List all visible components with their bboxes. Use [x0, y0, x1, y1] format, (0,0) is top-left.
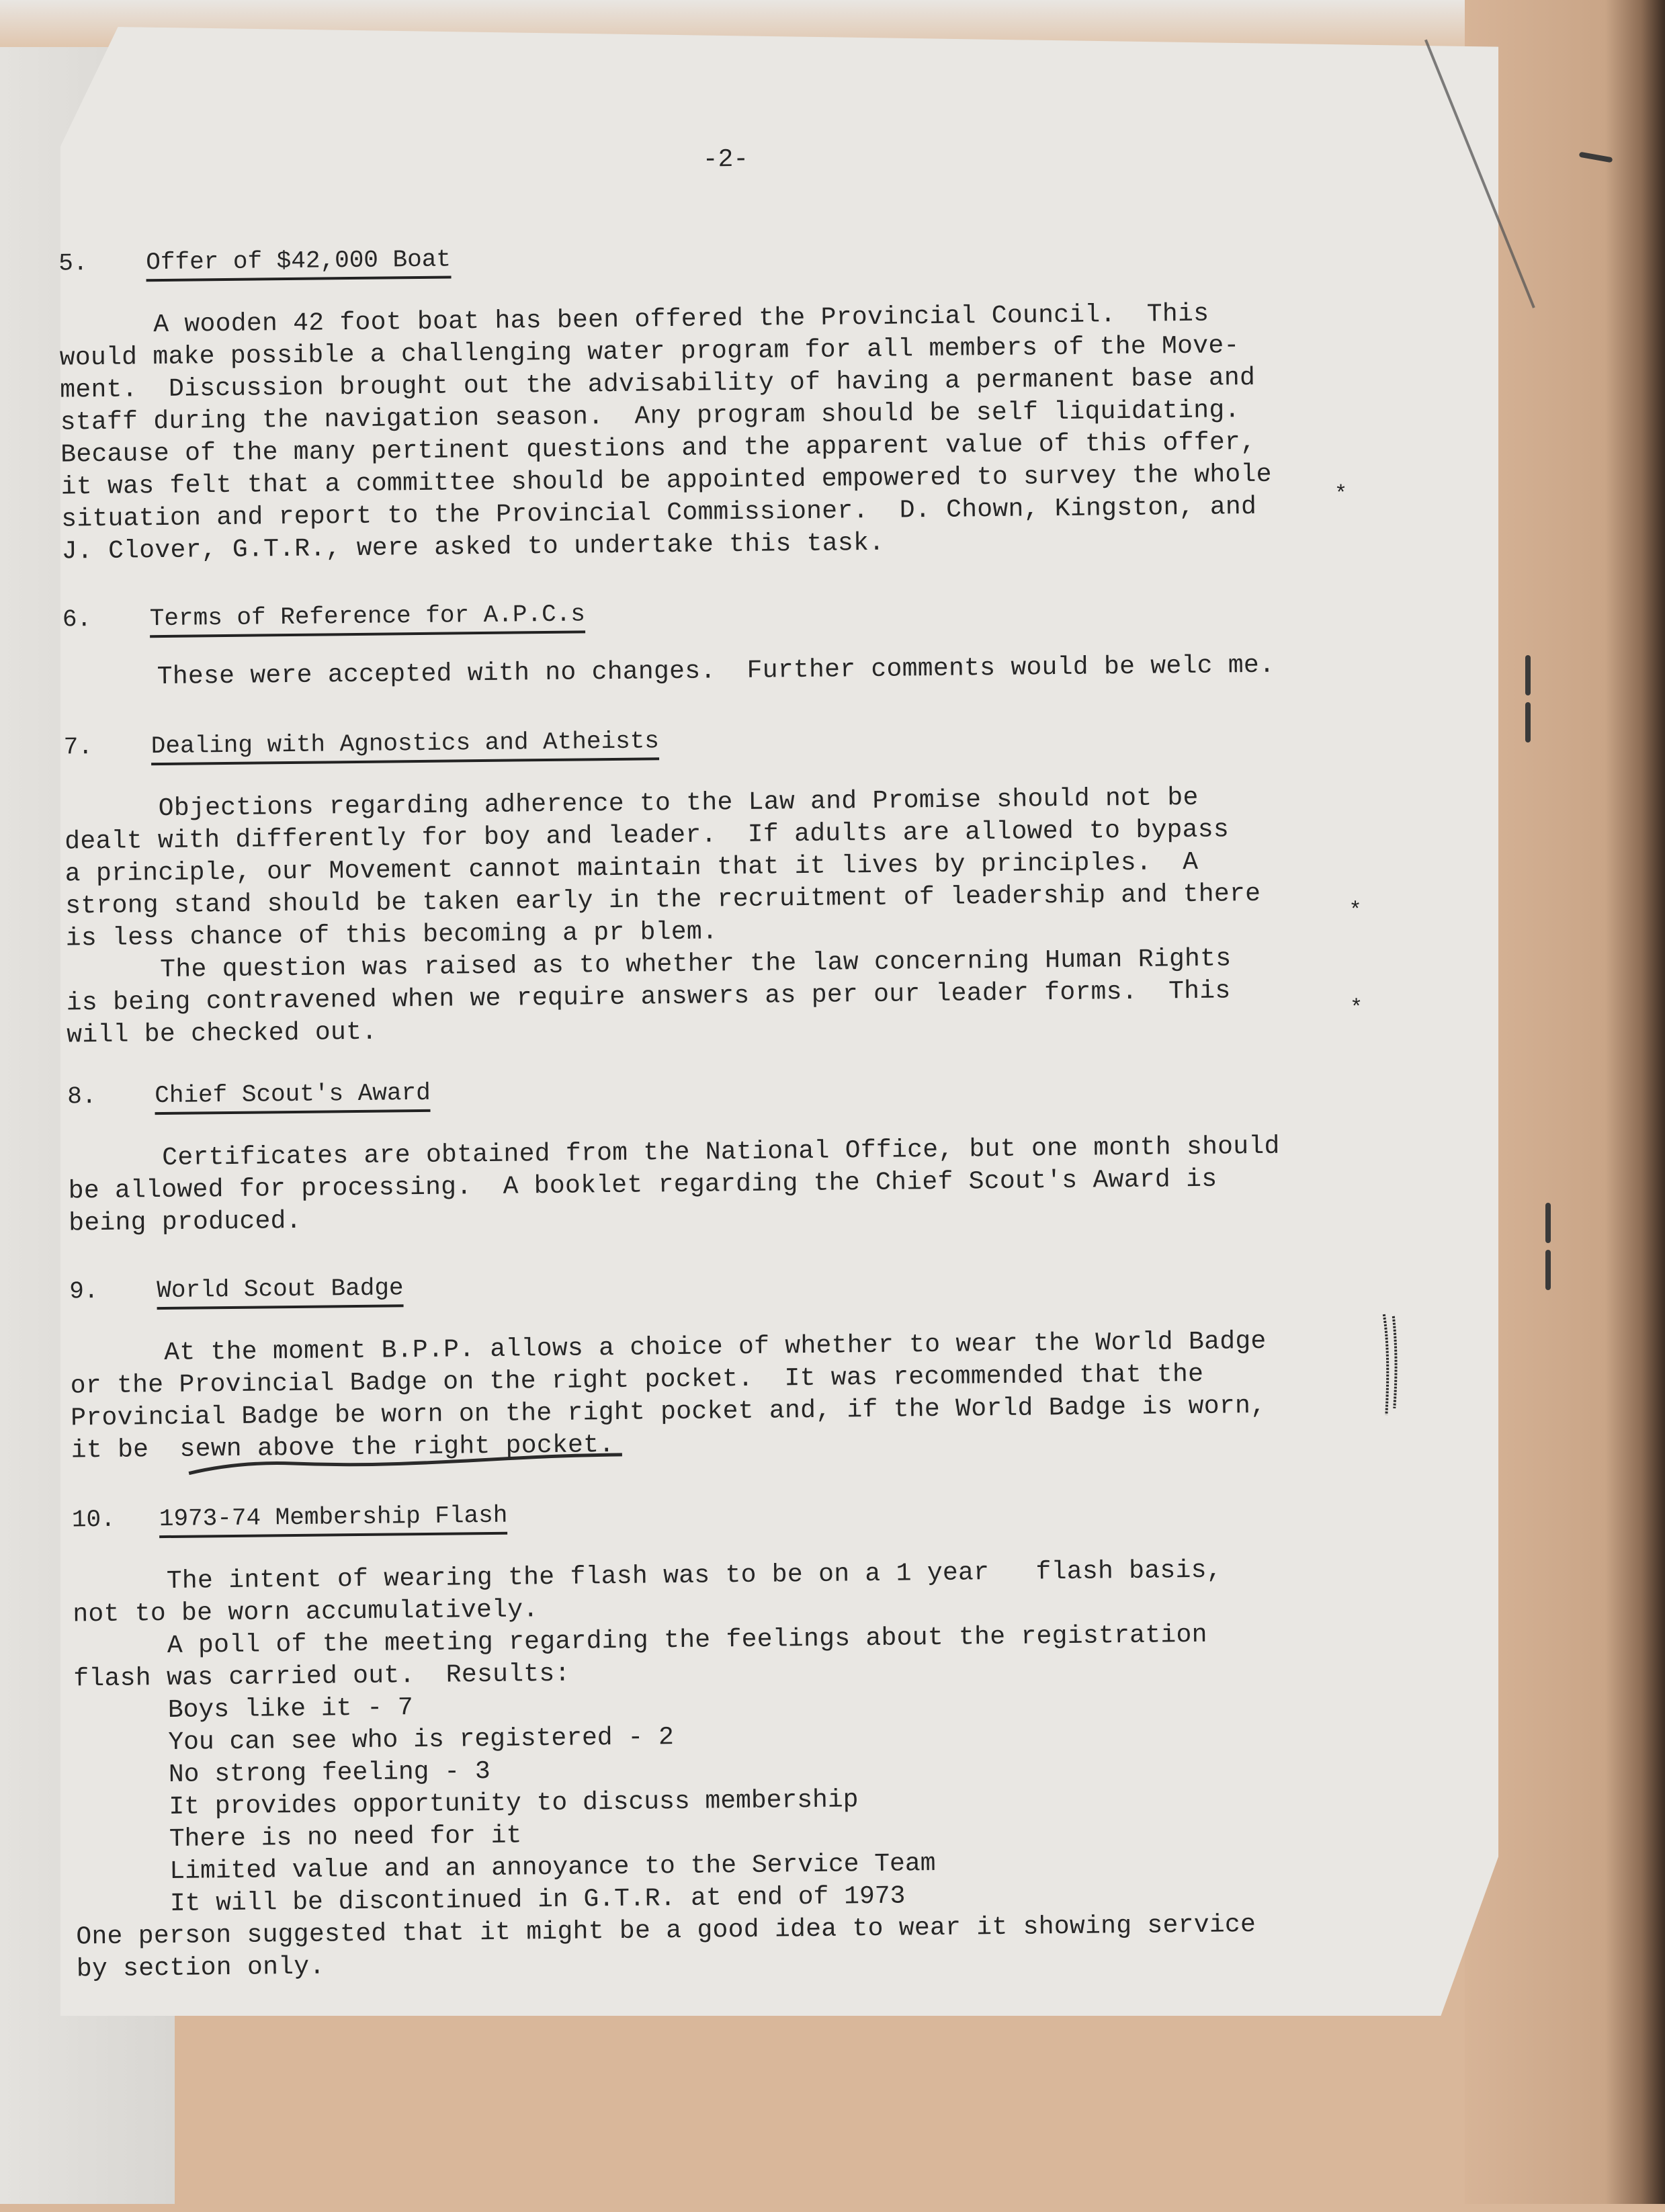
poll-result-item: You can see who is registered - 2 — [168, 1723, 675, 1757]
section-9 — [69, 1265, 1348, 1467]
poll-result-item: No strong feeling - 3 — [168, 1756, 490, 1789]
section-heading — [67, 1070, 1344, 1117]
section-title: Dealing with Agnostics and Atheists — [151, 728, 660, 765]
section-paragraph: Certificates are obtained from the National Office, but one month should be allowed for processing. A booklet regarding the Chief Scout's Award is being produced. — [68, 1132, 1280, 1238]
section-heading — [64, 720, 1340, 767]
margin-double-line-mark — [1380, 1311, 1402, 1418]
section-title: 1973-74 Membership Flash — [159, 1502, 508, 1538]
section-title: Offer of $42,000 Boat — [146, 246, 451, 281]
page-number: -2- — [702, 144, 749, 175]
section-number: 10. — [71, 1505, 116, 1534]
section-number: 6. — [62, 605, 92, 634]
poll-results-list — [74, 1683, 1353, 1922]
closing-paragraph: One person suggested that it might be a good idea to wear it showing service by section only. — [76, 1910, 1256, 1984]
section-heading — [58, 237, 1335, 284]
section-title: Chief Scout's Award — [155, 1080, 431, 1115]
poll-result-item: Limited value and an annoyance to the Service Team — [169, 1849, 936, 1886]
poll-result-item: There is no need for it — [169, 1821, 522, 1854]
section-5 — [58, 237, 1338, 568]
section-paragraph: The question was raised as to whether the law concerning Human Rights is being contravened when we require answers as per our leader forms. This will be checked out. — [66, 944, 1232, 1050]
margin-asterisk: * — [1349, 898, 1362, 923]
section-heading — [69, 1265, 1346, 1312]
section-paragraph: A wooden 42 foot boat has been offered the Provincial Council. This would make possible a challenging water program for all members of the Move- ment. Discussion brought out the advisability of having a permanent base and staff during the navigation season. Any program should be self liquidating. Because of the many pertinent questions and the apparent value of this offer, it was felt that a committee should be appointed empowered to survey the whole situation and report to the Provincial Commissioner. D. Chown, Kingston, and J. Clover, G.T.R., were asked to undertake this task. — [59, 299, 1272, 566]
section-7 — [64, 720, 1344, 1052]
section-number: 9. — [69, 1277, 99, 1306]
section-paragraph: At the moment B.P.P. allows a choice of whether to wear the World Badge or the Provincial Badge on the right pocket. It was recommended that the Provincial Badge be worn on the right pocket and, if the World Badge is worn, it be sewn above the right pocket. — [70, 1326, 1267, 1465]
section-title: World Scout Badge — [157, 1275, 404, 1309]
poll-result-item: It will be discontinued in G.T.R. at end of 1973 — [169, 1881, 906, 1918]
section-10 — [72, 1493, 1353, 1986]
section-6 — [62, 593, 1340, 695]
section-number: 8. — [67, 1082, 97, 1111]
section-title: Terms of Reference for A.P.C.s — [150, 601, 586, 637]
section-number: 5. — [58, 249, 88, 278]
poll-result-item: It provides opportunity to discuss membership — [169, 1785, 859, 1822]
section-paragraph: Objections regarding adherence to the Law and Promise should not be dealt with differently for boy and leader. If adults are allowed to bypass a principle, our Movement cannot maintain that it lives by principles. A strong stand should be taken early in the recruitment of leadership and there is less chance of this becoming a pr blem. — [65, 783, 1261, 953]
section-paragraph: A poll of the meeting regarding the feelings about the registration flash was carried out. Results: — [73, 1620, 1207, 1694]
section-number: 7. — [63, 733, 93, 761]
poll-result-item: Boys like it - 7 — [167, 1693, 413, 1726]
margin-asterisk: * — [1334, 481, 1348, 507]
section-8 — [67, 1070, 1345, 1240]
section-paragraph: The intent of wearing the flash was to be on a 1 year flash basis, not to be worn accumulatively. — [73, 1556, 1223, 1629]
margin-asterisk: * — [1349, 995, 1363, 1021]
section-heading — [62, 593, 1339, 640]
section-paragraph: These were accepted with no changes. Further comments would be welc me. — [157, 650, 1275, 692]
section-heading — [72, 1493, 1349, 1540]
handwritten-underline-mark — [185, 1452, 629, 1477]
